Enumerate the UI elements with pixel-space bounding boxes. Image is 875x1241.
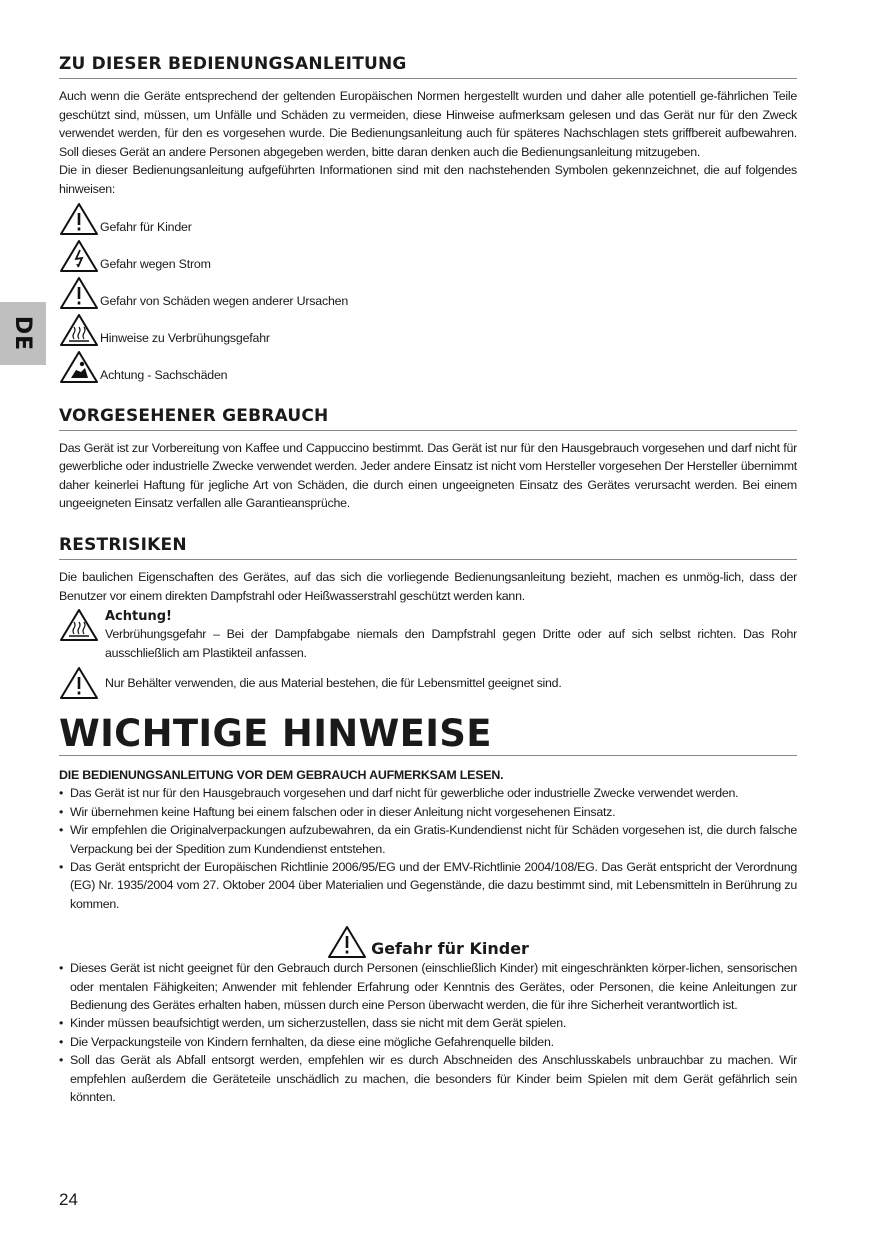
container-note-text: Nur Behälter verwenden, die aus Material bestehen, die für Lebensmittel geeignet sind. xyxy=(105,676,562,691)
property-damage-icon xyxy=(59,350,99,384)
about-paragraph-1: Auch wenn die Geräte entsprechend der geltenden Europäischen Normen hergestellt wurden und daher alle potentiell ge-fährlichen Teile geschützt sind, müssen, um Unfälle und Schäden zu vermeiden, diese Hinweise aufmerksam gelesen und das Gerät nur für den Zweck verwendet werden, für den es vorgesehen wurde. Die Bedienungsanleitung auch für späteres Nachschlagen stets griffbereit aufbewahren. Soll dieses Gerät an andere Personen abgegeben werden, bitte daran denken auch die Bedienungsanleitung mitzugeben. xyxy=(59,89,797,159)
list-item: • Dieses Gerät ist nicht geeignet für den Gebrauch durch Personen (einschließlich Kinder) mit eingeschränkten körper-lichen, sensorischen oder mentalen Fähigkeiten; Anwender mit fehlender Erfahrung oder Kenntnis des Gerätes, oder Personen, die keine Anleitungen zur Bedienung des Gerätes erhalten haben, müssen durch eine Person überwacht werden, die für ihre Sicherheit verantwortlich ist. xyxy=(59,959,797,1014)
symbol-label: Gefahr von Schäden wegen anderer Ursachen xyxy=(100,293,349,308)
list-item: • Wir empfehlen die Originalverpackungen aufzubewahren, da ein Gratis-Kundendienst nicht für Schäden vorgesehen ist, die durch falsche Verpackung bei der Spedition zum Kundendienst entstehen. xyxy=(59,821,797,858)
list-item: • Kinder müssen beaufsichtigt werden, um sicherzustellen, dass sie nicht mit dem Gerät spielen. xyxy=(59,1014,797,1032)
page-number: 24 xyxy=(59,1190,78,1209)
list-item: • Die Verpackungsteile von Kindern fernhalten, da diese eine mögliche Gefahrenquelle bilden. xyxy=(59,1033,797,1051)
list-item: • Das Gerät entspricht der Europäischen Richtlinie 2006/95/EG und der EMV-Richtlinie 2004/108/EG. Das Gerät entspricht der Verordnung (EG) Nr. 1935/2004 vom 27. Oktober 2004 über Materialien und Gegenstände, die dazu bestimmt sind, mit Lebensmitteln in Berührung zu kommen. xyxy=(59,858,797,913)
symbol-label: Hinweise zu Verbrühungsgefahr xyxy=(100,330,270,345)
language-tab xyxy=(0,302,46,365)
section-title-about: ZU DIESER BEDIENUNGSANLEITUNG xyxy=(59,52,797,79)
language-tab-label: DE xyxy=(10,315,36,352)
children-heading-label: Gefahr für Kinder xyxy=(371,939,529,959)
section-title-important: WICHTIGE HINWEISE xyxy=(59,714,797,756)
important-bullet-list xyxy=(59,784,797,913)
section-title-use: VORGESEHENER GEBRAUCH xyxy=(59,404,797,431)
warning-triangle-icon xyxy=(327,925,367,959)
risks-paragraph: Die baulichen Eigenschaften des Gerätes, auf das sich die vorliegende Bedienungsanleitung bezieht, machen es unmög-lich, dass der Benutzer vor einem direkten Dampfstrahl oder Heißwasserstrahl geschützt werden kann. xyxy=(59,569,797,603)
use-paragraph: Das Gerät ist zur Vorbereitung von Kaffee und Cappuccino bestimmt. Das Gerät ist nur für den Hausgebrauch vorgesehen und darf nicht für gewerbliche oder industrielle Zwecke verwendet werden. Jeder andere Einsatz ist nicht vom Hersteller vorgesehen Der Hersteller übernimmt daher keinerlei Haftung für jegliche Art von Schäden, die durch einen ungeeigneten Einsatz des Gerätes verursacht werden. Bei einem ungeeigneten Einsatz verfallen alle Garantieansprüche. xyxy=(59,440,797,511)
children-heading xyxy=(59,923,797,959)
symbol-row xyxy=(59,236,797,273)
warning-triangle-icon xyxy=(59,202,99,236)
symbol-row xyxy=(59,347,797,384)
warning-triangle-icon xyxy=(59,666,99,700)
electric-hazard-icon xyxy=(59,239,99,273)
children-bullet-list xyxy=(59,959,797,1106)
document-page xyxy=(59,52,797,1106)
symbol-row xyxy=(59,310,797,347)
list-item: • Soll das Gerät als Abfall entsorgt werden, empfehlen wir es durch Abschneiden des Anschlusskabels unbrauchbar zu machen. Wir empfehlen außerdem die Geräteteile unschädlich zu machen, die besonders für Kinder beim Spielen mit dem Gerät gefährlich sein könnten. xyxy=(59,1051,797,1106)
warning-heading: Achtung! xyxy=(105,609,172,625)
list-item: • Wir übernehmen keine Haftung bei einem falschen oder in dieser Anleitung nicht vorgesehenen Einsatz. xyxy=(59,803,797,821)
symbol-label: Gefahr wegen Strom xyxy=(100,256,211,271)
warning-triangle-icon xyxy=(59,276,99,310)
symbol-label: Achtung - Sachschäden xyxy=(100,367,228,382)
scald-warning-text-block xyxy=(105,608,797,662)
list-item: • Das Gerät ist nur für den Hausgebrauch vorgesehen und darf nicht für gewerbliche oder industrielle Zwecke verwendet werden. xyxy=(59,784,797,802)
important-subhead: DIE BEDIENUNGSANLEITUNG VOR DEM GEBRAUCH AUFMERKSAM LESEN. xyxy=(59,768,504,783)
about-paragraph-2: Die in dieser Bedienungsanleitung aufgeführten Informationen sind mit den nachstehenden Symbolen gekennzeichnet, die auf folgendes hinweisen: xyxy=(59,163,797,196)
symbol-row xyxy=(59,273,797,310)
warning-text: Verbrühungsgefahr – Bei der Dampfabgabe niemals den Dampfstrahl gegen Dritte oder auf sich selbst richten. Das Rohr ausschließlich am Plastikteil anfassen. xyxy=(105,627,797,660)
symbol-row xyxy=(59,199,797,236)
symbol-list xyxy=(59,199,797,384)
scald-warning xyxy=(59,608,797,662)
section-title-risks: RESTRISIKEN xyxy=(59,533,797,560)
symbol-label: Gefahr für Kinder xyxy=(100,219,192,234)
hot-surface-icon xyxy=(59,608,99,642)
container-note xyxy=(59,666,797,700)
hot-surface-icon xyxy=(59,313,99,347)
